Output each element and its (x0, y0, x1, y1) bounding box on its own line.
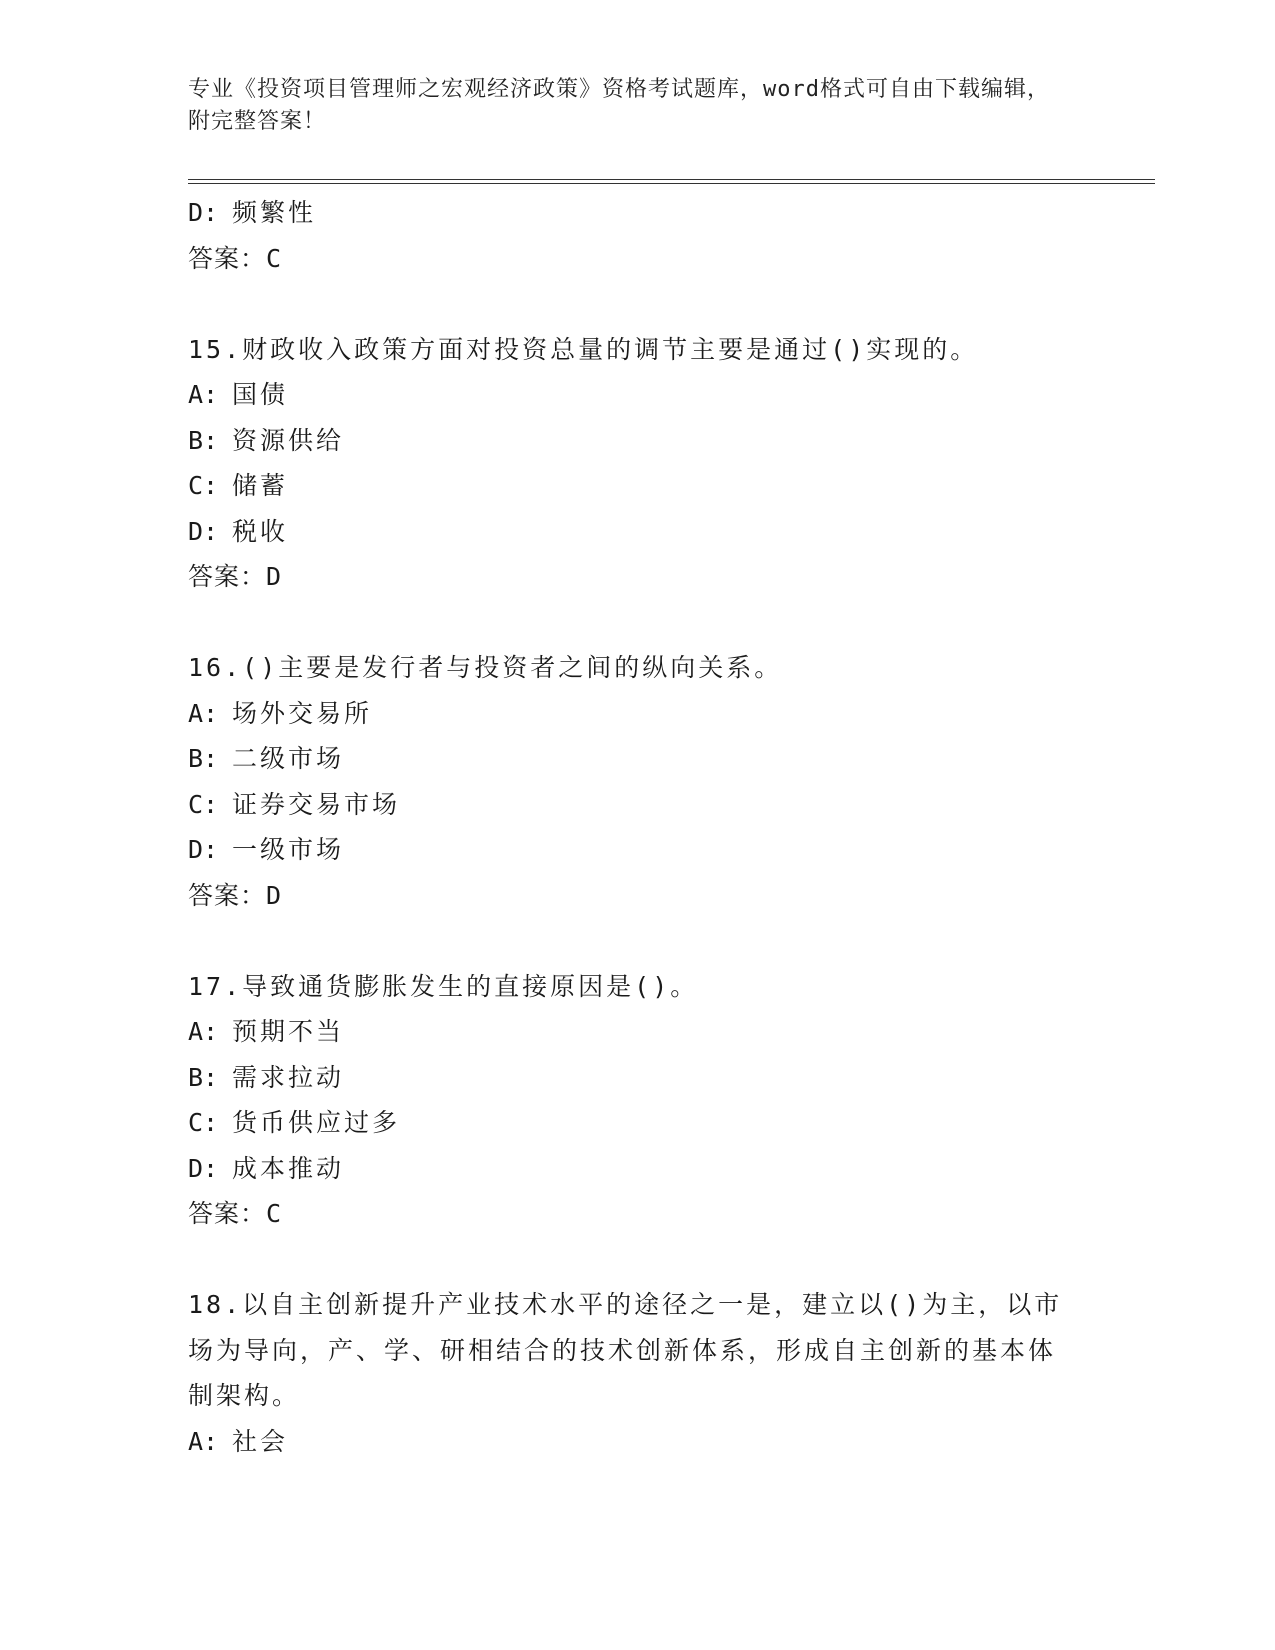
answer-prefix: 答案： (188, 880, 267, 910)
question-number: 16. (188, 653, 243, 682)
option-d (188, 1146, 1088, 1192)
option-label: B: (188, 744, 219, 773)
option-label: C: (188, 789, 219, 819)
option-label: D: (188, 835, 219, 864)
option-b (188, 1055, 1088, 1101)
answer-value: D (266, 562, 283, 591)
header-rule-top (188, 179, 1155, 180)
answer-value: C (266, 243, 283, 273)
option-label: C: (188, 1108, 219, 1137)
answer-prefix: 答案： (188, 562, 267, 591)
option-text: 一级市场 (232, 835, 345, 864)
option-label: B: (188, 425, 219, 455)
option-label: A: (188, 698, 219, 728)
question-number: 18. (188, 1290, 243, 1319)
option-a (188, 691, 1088, 737)
option-text: 频繁性 (232, 198, 317, 227)
option-label: D: (188, 516, 219, 546)
answer-line (188, 873, 1088, 919)
question-18 (188, 1282, 1078, 1419)
option-text: 税收 (232, 516, 289, 546)
answer-line (188, 1191, 1088, 1237)
option-c (188, 782, 1088, 828)
option-label: D: (188, 198, 219, 227)
document-body (188, 190, 1088, 1464)
option-text: 国债 (232, 380, 289, 409)
option-b (188, 418, 1088, 464)
option-text: 成本推动 (232, 1153, 345, 1183)
question-16 (188, 645, 1078, 691)
answer-value: D (266, 880, 283, 910)
option-label: A: (188, 1017, 219, 1046)
option-label: B: (188, 1062, 219, 1092)
option-c (188, 463, 1088, 509)
answer-line (188, 236, 1088, 282)
option-text: 预期不当 (232, 1017, 345, 1046)
answer-prefix: 答案： (188, 1199, 267, 1228)
answer-prefix: 答案： (188, 243, 267, 273)
option-d (188, 190, 1088, 236)
option-text: 资源供给 (232, 425, 345, 455)
question-text: ()主要是发行者与投资者之间的纵向关系。 (242, 653, 783, 682)
question-15 (188, 327, 1078, 373)
option-text: 场外交易所 (232, 698, 373, 728)
question-number: 17. (188, 971, 243, 1001)
option-text: 储蓄 (232, 471, 289, 500)
document-header: 专业《投资项目管理师之宏观经济政策》资格考试题库，word格式可自由下载编辑，附完整答案！ (188, 77, 1050, 134)
option-label: D: (188, 1153, 219, 1183)
option-c (188, 1100, 1088, 1146)
option-text: 社会 (232, 1426, 289, 1456)
answer-value: C (266, 1199, 283, 1228)
option-text: 需求拉动 (232, 1062, 345, 1092)
option-d (188, 827, 1088, 873)
option-a (188, 372, 1088, 418)
answer-line (188, 554, 1088, 600)
header-rule-bottom (188, 183, 1155, 184)
option-text: 二级市场 (232, 744, 345, 773)
question-text: 财政收入政策方面对投资总量的调节主要是通过()实现的。 (242, 334, 979, 364)
question-17 (188, 964, 1078, 1010)
question-number: 15. (188, 334, 243, 364)
option-b (188, 736, 1088, 782)
option-a (188, 1419, 1088, 1465)
option-text: 证券交易市场 (232, 789, 401, 819)
option-label: A: (188, 380, 219, 409)
option-text: 货币供应过多 (232, 1108, 401, 1137)
option-label: A: (188, 1426, 219, 1456)
question-text: 导致通货膨胀发生的直接原因是()。 (242, 971, 699, 1001)
question-text: 以自主创新提升产业技术水平的途径之一是，建立以()为主，以市场为导向，产、学、研相结合的技术创新体系，形成自主创新的基本体制架构。 (188, 1290, 1063, 1410)
option-d (188, 509, 1088, 555)
option-a (188, 1009, 1088, 1055)
option-label: C: (188, 471, 219, 500)
